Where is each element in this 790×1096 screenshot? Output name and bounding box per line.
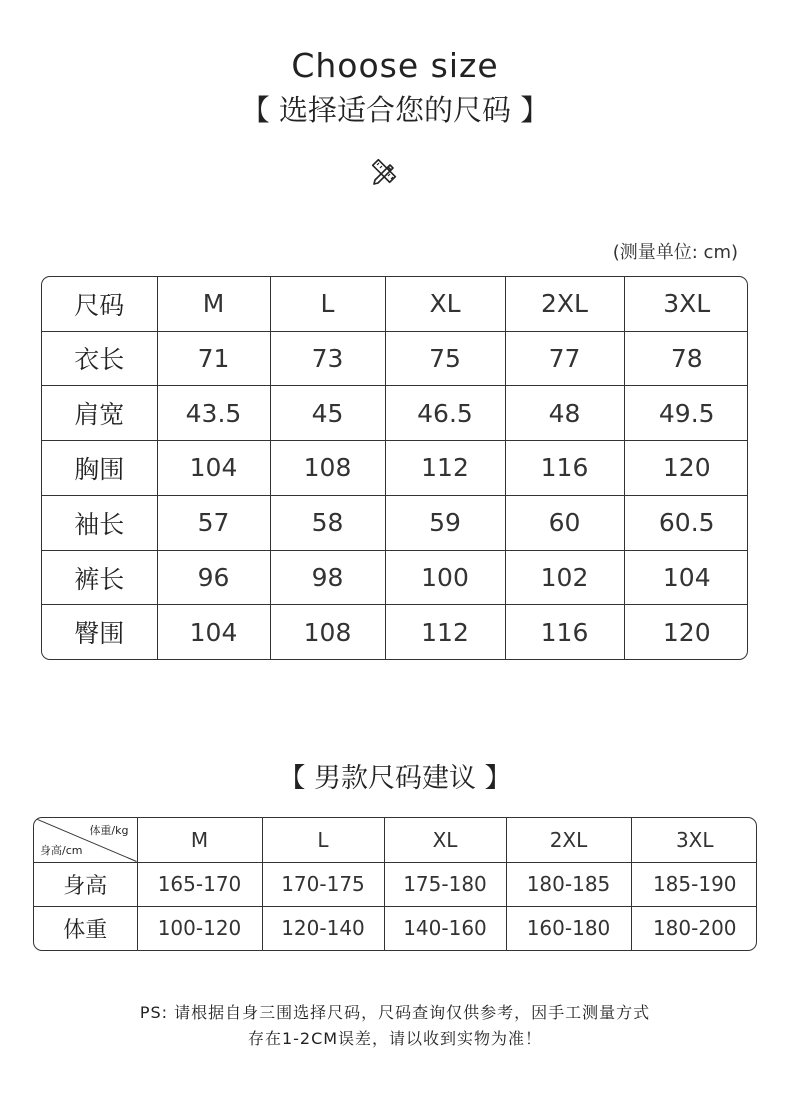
header-cell: 2XL <box>505 277 624 331</box>
table-cell: 108 <box>270 441 385 496</box>
table-cell: 60.5 <box>624 495 748 550</box>
table-cell: 60 <box>505 495 624 550</box>
header-cell: 尺码 <box>42 277 157 331</box>
table-cell: 120 <box>624 441 748 496</box>
table-cell: 165-170 <box>137 862 262 906</box>
table-cell: 58 <box>270 495 385 550</box>
table-cell: 96 <box>157 550 270 605</box>
corner-height-label: 身高/cm <box>40 843 83 857</box>
table-cell: 120-140 <box>262 906 384 950</box>
table-cell: 75 <box>385 331 505 386</box>
header-cell: 2XL <box>506 818 631 862</box>
size-table-header-row <box>42 277 748 331</box>
table-cell: 104 <box>157 441 270 496</box>
table-cell: 98 <box>270 550 385 605</box>
table-cell: 43.5 <box>157 386 270 441</box>
table-cell: 78 <box>624 331 748 386</box>
header-cell: L <box>270 277 385 331</box>
row-label: 胸围 <box>42 441 157 496</box>
table-cell: 112 <box>385 441 505 496</box>
table-cell: 116 <box>505 441 624 496</box>
table-cell: 180-200 <box>652 916 737 941</box>
table-cell: 77 <box>505 331 624 386</box>
table-cell: 49.5 <box>624 386 748 441</box>
table-cell: 57 <box>157 495 270 550</box>
table-row <box>34 906 757 950</box>
table-row <box>34 862 757 906</box>
recommend-header-row <box>34 818 757 862</box>
corner-cell <box>34 818 137 862</box>
row-label: 体重 <box>34 906 137 950</box>
table-cell: 140-160 <box>384 906 506 950</box>
table-cell: 45 <box>270 386 385 441</box>
size-table <box>41 276 748 660</box>
table-cell: 120 <box>662 617 711 647</box>
corner-weight-label: 体重/kg <box>89 824 129 837</box>
table-cell: 46.5 <box>385 386 505 441</box>
table-row <box>42 441 748 496</box>
table-cell: 102 <box>505 550 624 605</box>
footer-note-line-1: PS: 请根据自身三围选择尺码，尺码查询仅供参考，因手工测量方式 <box>139 1003 651 1022</box>
row-label: 裤长 <box>42 550 157 605</box>
table-cell: 116 <box>505 605 624 659</box>
table-cell: 48 <box>505 386 624 441</box>
table-cell: 73 <box>270 331 385 386</box>
footer-note-line-2: 存在1-2CM误差，请以收到实物为准！ <box>247 1029 543 1048</box>
table-cell: 100 <box>385 550 505 605</box>
header-cell: L <box>262 818 384 862</box>
header-cell: M <box>137 818 262 862</box>
title-chinese: 【 选择适合您的尺码 】 <box>240 93 550 127</box>
header-cell: XL <box>384 818 506 862</box>
table-cell: 112 <box>385 605 505 659</box>
row-label: 肩宽 <box>42 386 157 441</box>
row-label: 衣长 <box>42 331 157 386</box>
table-cell: 170-175 <box>262 862 384 906</box>
ruler-pencil-icon <box>369 156 399 186</box>
table-cell: 104 <box>157 605 270 659</box>
table-row <box>42 495 748 550</box>
table-cell: 160-180 <box>506 906 631 950</box>
table-cell: 100-120 <box>137 906 262 950</box>
title-english: Choose size <box>291 46 499 85</box>
recommend-table <box>33 817 757 951</box>
header-cell: 3XL <box>631 818 757 862</box>
header-cell: M <box>157 277 270 331</box>
table-row <box>42 605 748 659</box>
table-row <box>42 386 748 441</box>
table-cell: 71 <box>157 331 270 386</box>
table-cell: 185-190 <box>631 862 757 906</box>
recommend-title: 【 男款尺码建议 】 <box>278 763 512 794</box>
header-cell: 3XL <box>624 277 748 331</box>
table-cell: 104 <box>624 550 748 605</box>
table-cell: 175-180 <box>384 862 506 906</box>
table-cell: 180-185 <box>506 862 631 906</box>
row-label: 袖长 <box>42 495 157 550</box>
unit-note: (测量单位: cm) <box>612 242 738 263</box>
table-cell: 59 <box>385 495 505 550</box>
row-label: 臀围 <box>42 605 157 659</box>
table-row <box>42 331 748 386</box>
row-label: 身高 <box>34 862 137 906</box>
table-row <box>42 550 748 605</box>
header-cell: XL <box>385 277 505 331</box>
table-cell: 108 <box>270 605 385 659</box>
